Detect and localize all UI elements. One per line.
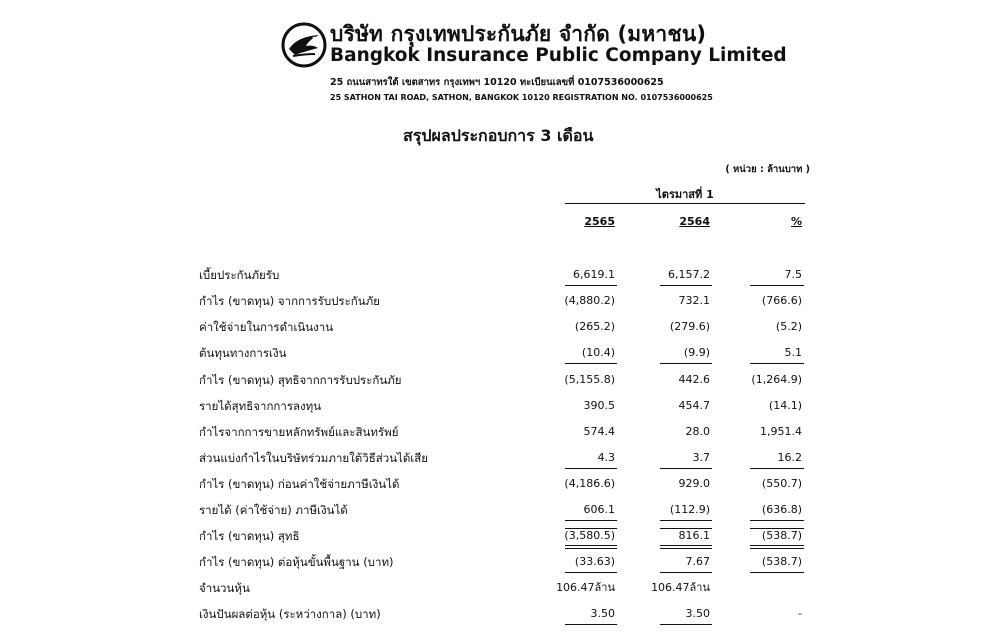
table-row	[0, 423, 1000, 441]
table-row	[0, 527, 1000, 545]
underline	[660, 363, 712, 364]
value-2564: 7.67	[685, 555, 710, 568]
underline	[750, 468, 804, 469]
underline	[565, 363, 617, 364]
row-label: ต้นทุนทางการเงิน	[199, 346, 287, 360]
column-header-2565: 2565	[584, 215, 615, 228]
table-row	[0, 449, 1000, 467]
value-2564: 106.47ล้าน	[651, 581, 710, 594]
underline	[750, 572, 804, 573]
value-2565: 3.50	[590, 607, 615, 620]
value-2565: 106.47ล้าน	[556, 581, 615, 594]
value-2565: 574.4	[583, 425, 615, 438]
row-label: รายได้สุทธิจากการลงทุน	[199, 399, 322, 413]
underline	[660, 624, 712, 625]
value-percent: (5.2)	[775, 320, 802, 333]
row-label: รายได้ (ค่าใช้จ่าย) ภาษีเงินได้	[199, 503, 348, 517]
report-title: สรุปผลประกอบการ 3 เดือน	[403, 126, 594, 145]
row-label: ส่วนแบ่งกำไรในบริษัทร่วมภายใต้วิธีส่วนได้เสีย	[199, 451, 428, 465]
value-2564: 442.6	[678, 373, 710, 386]
value-percent: (1,264.9)	[751, 373, 802, 386]
row-label: กำไร (ขาดทุน) ต่อหุ้นขั้นพื้นฐาน (บาท)	[199, 555, 394, 569]
double-underline	[660, 548, 712, 549]
row-label: กำไร (ขาดทุน) จากการรับประกันภัย	[199, 294, 380, 308]
value-percent: (636.8)	[761, 503, 802, 516]
value-2565: (4,880.2)	[564, 294, 615, 307]
value-2565: 4.3	[597, 451, 615, 464]
table-row	[0, 475, 1000, 493]
table-row	[0, 371, 1000, 389]
underline	[565, 468, 617, 469]
value-percent: (14.1)	[768, 399, 802, 412]
underline	[565, 572, 617, 573]
value-2565: 390.5	[583, 399, 615, 412]
value-2565: 6,619.1	[573, 268, 615, 281]
row-label: กำไร (ขาดทุน) สุทธิ	[199, 529, 300, 543]
overline	[750, 528, 804, 529]
double-underline	[750, 548, 804, 549]
double-underline	[565, 548, 617, 549]
underline	[565, 624, 617, 625]
value-2564: (279.6)	[669, 320, 710, 333]
overline	[565, 528, 617, 529]
row-label: กำไรจากการขายหลักทรัพย์และสินทรัพย์	[199, 425, 399, 439]
row-label: ค่าใช้จ่ายในการดำเนินงาน	[199, 320, 334, 334]
value-percent: (538.7)	[761, 529, 802, 542]
underline	[660, 520, 712, 521]
value-2565: (265.2)	[574, 320, 615, 333]
value-2564: 3.7	[692, 451, 710, 464]
value-2565: (10.4)	[581, 346, 615, 359]
underline	[750, 363, 804, 364]
value-2565: 606.1	[583, 503, 615, 516]
value-2564: 454.7	[678, 399, 710, 412]
underline	[750, 285, 804, 286]
value-2565: (33.63)	[574, 555, 615, 568]
value-percent: 5.1	[784, 346, 802, 359]
value-percent: (550.7)	[761, 477, 802, 490]
double-underline	[565, 545, 617, 546]
value-2565: (4,186.6)	[564, 477, 615, 490]
table-row	[0, 579, 1000, 597]
underline	[660, 572, 712, 573]
table-row	[0, 292, 1000, 310]
row-label: กำไร (ขาดทุน) สุทธิจากการรับประกันภัย	[199, 373, 402, 387]
overline	[660, 528, 712, 529]
company-address-th: 25 ถนนสาทรใต้ เขตสาทร กรุงเทพฯ 10120 ทะเบียนเลขที่ 0107536000625	[330, 77, 664, 88]
table-row	[0, 318, 1000, 336]
period-header: ไตรมาสที่ 1	[656, 188, 714, 201]
row-label: เบี้ยประกันภัยรับ	[199, 268, 280, 282]
underline	[565, 285, 617, 286]
underline	[750, 520, 804, 521]
row-label: จำนวนหุ้น	[199, 581, 250, 595]
column-header-2564: 2564	[679, 215, 710, 228]
value-percent: 1,951.4	[760, 425, 802, 438]
value-percent: 16.2	[777, 451, 802, 464]
value-percent: -	[798, 607, 802, 620]
value-2565: (5,155.8)	[564, 373, 615, 386]
value-2564: 3.50	[685, 607, 710, 620]
table-row	[0, 553, 1000, 571]
bird-in-circle-logo	[281, 22, 327, 68]
value-2564: 816.1	[678, 529, 710, 542]
table-row	[0, 344, 1000, 362]
value-2565: (3,580.5)	[564, 529, 615, 542]
value-2564: (9.9)	[683, 346, 710, 359]
value-2564: 28.0	[685, 425, 710, 438]
value-2564: 929.0	[678, 477, 710, 490]
company-address-en: 25 SATHON TAI ROAD, SATHON, BANGKOK 10120 REGISTRATION NO. 0107536000625	[330, 93, 713, 102]
double-underline	[660, 545, 712, 546]
value-percent: (766.6)	[761, 294, 802, 307]
company-name-en: Bangkok Insurance Public Company Limited	[330, 45, 787, 66]
value-percent: 7.5	[784, 268, 802, 281]
value-2564: 732.1	[678, 294, 710, 307]
row-label: เงินปันผลต่อหุ้น (ระหว่างกาล) (บาท)	[199, 607, 381, 621]
company-name-th: บริษัท กรุงเทพประกันภัย จำกัด (มหาชน)	[330, 22, 707, 46]
value-percent: (538.7)	[761, 555, 802, 568]
table-row	[0, 501, 1000, 519]
table-row	[0, 397, 1000, 415]
row-label: กำไร (ขาดทุน) ก่อนค่าใช้จ่ายภาษีเงินได้	[199, 477, 400, 491]
unit-note: ( หน่วย : ล้านบาท )	[725, 164, 810, 175]
underline	[660, 468, 712, 469]
double-underline	[750, 545, 804, 546]
column-header-percent: %	[790, 215, 802, 228]
table-row	[0, 266, 1000, 284]
underline	[660, 285, 712, 286]
value-2564: 6,157.2	[668, 268, 710, 281]
table-row	[0, 605, 1000, 623]
value-2564: (112.9)	[669, 503, 710, 516]
period-header-rule	[565, 203, 805, 204]
underline	[565, 520, 617, 521]
